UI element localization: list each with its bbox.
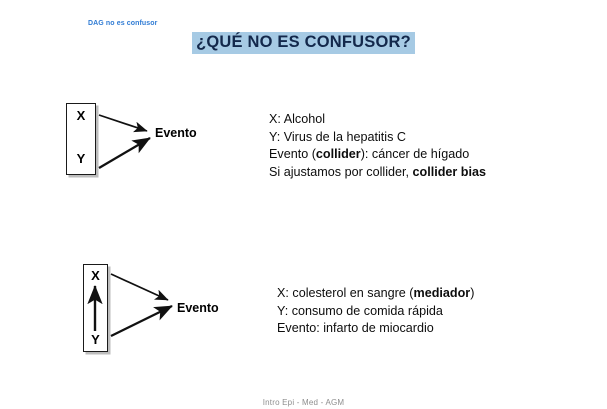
arrow-y-to-evento-collider [99, 138, 150, 168]
page-title-container [0, 32, 607, 54]
line-text: Si ajustamos por collider, [269, 164, 413, 179]
explanation-collider [269, 111, 486, 181]
outcome-label-collider: Evento [155, 126, 197, 140]
line-emphasis: mediador [413, 286, 471, 300]
line-text-tail: ) [470, 286, 475, 300]
arrow-y-to-evento-mediator [111, 306, 172, 336]
arrow-x-to-evento-mediator [111, 274, 168, 300]
outcome-label-mediator: Evento [177, 301, 219, 315]
node-label-y-mediator: Y [91, 332, 100, 347]
slide-footer: Intro Epi - Med - AGM [262, 398, 345, 407]
explanation-line [269, 164, 486, 182]
line-text: Y: consumo de comida rápida [277, 303, 443, 318]
line-text: X: colesterol en sangre ( [277, 286, 414, 300]
slide-kicker: DAG no es confusor [88, 20, 158, 27]
line-text-tail: ): cáncer de hígado [360, 147, 470, 162]
node-label-x-collider: X [76, 108, 86, 123]
arrow-x-to-evento-collider [99, 115, 147, 131]
line-text: Y: Virus de la hepatitis C [269, 129, 406, 144]
explanation-line [277, 285, 474, 303]
explanation-mediator [277, 285, 474, 338]
line-text: Evento: infarto de miocardio [277, 321, 434, 336]
explanation-line [277, 303, 474, 321]
explanation-line [277, 320, 474, 338]
node-label-x-mediator: X [91, 268, 100, 283]
explanation-line [269, 146, 486, 164]
explanation-line [269, 129, 486, 147]
line-emphasis: collider [315, 147, 361, 162]
node-label-y-collider: Y [76, 151, 86, 166]
line-emphasis: collider bias [412, 164, 486, 179]
explanation-line [269, 111, 486, 129]
line-text: X: Alcohol [269, 112, 326, 126]
line-text: Evento ( [269, 147, 316, 162]
page-title: ¿QUÉ NO ES CONFUSOR? [192, 32, 415, 54]
